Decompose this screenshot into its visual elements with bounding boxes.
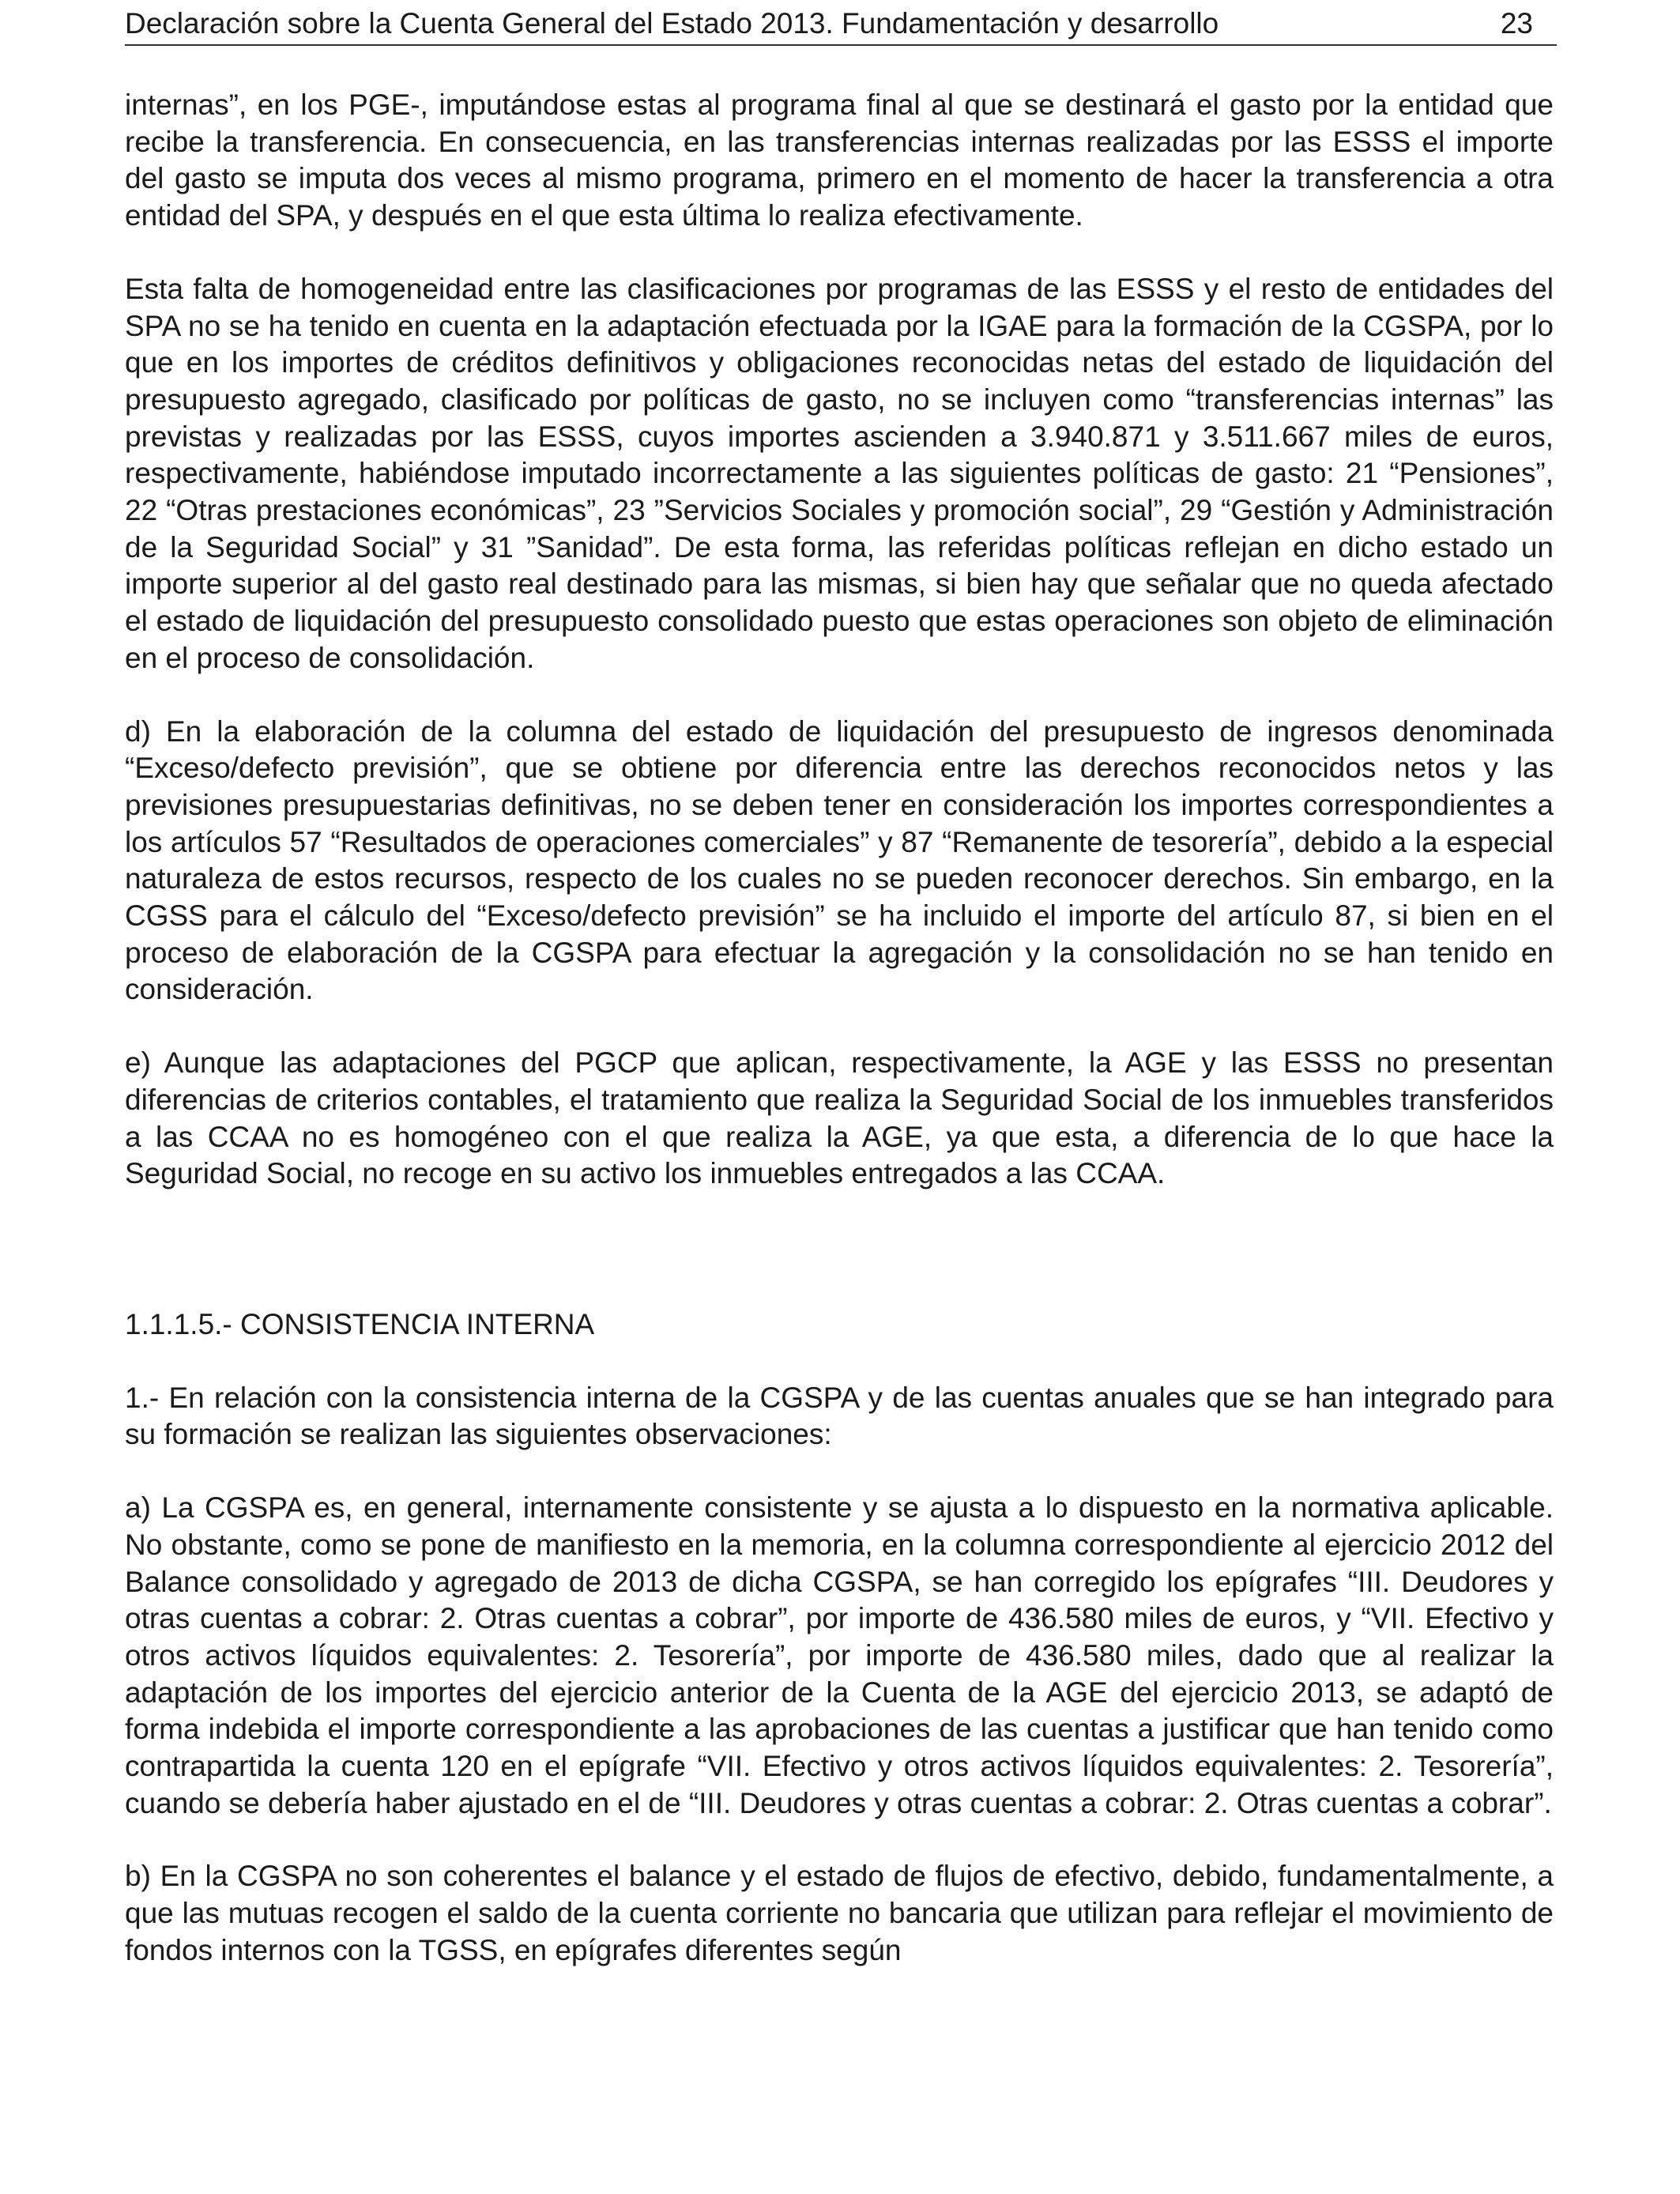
document-body [125,87,1554,1970]
paragraph-consistencia-1: 1.- En relación con la consistencia interna de la CGSPA y de las cuentas anuales que se han integrado para su formación se realizan las siguientes observaciones: [125,1381,1554,1451]
header-title: Declaración sobre la Cuenta General del Estado 2013. Fundamentación y desarrollo [125,7,1219,40]
paragraph-e: e) Aunque las adaptaciones del PGCP que aplican, respectivamente, la AGE y las ESSS no presentan diferencias de criterios contables, el tratamiento que realiza la Seguridad Social de los inmuebles transferidos a las CCAA no es homogéneo con el que realiza la AGE, ya que esta, a diferencia de lo que hace la Seguridad Social, no recoge en su activo los inmuebles entregados a las CCAA. [125,1046,1554,1190]
paragraph-a: a) La CGSPA es, en general, internamente consistente y se ajusta a lo dispuesto en la normativa aplicable. No obstante, como se pone de manifiesto en la memoria, en la columna correspondiente al ejercicio 2012 del Balance consolidado y agregado de 2013 de dicha CGSPA, se han corregido los epígrafes “III. Deudores y otras cuentas a cobrar: 2. Otras cuentas a cobrar”, por importe de 436.580 miles de euros, y “VII. Efectivo y otros activos líquidos equivalentes: 2. Tesorería”, por importe de 436.580 miles, dado que al realizar la adaptación de los importes del ejercicio anterior de la Cuenta de la AGE del ejercicio 2013, se adaptó de forma indebida el importe correspondiente a las aprobaciones de las cuentas a justificar que han tenido como contrapartida la cuenta 120 en el epígrafe “VII. Efectivo y otros activos líquidos equivalentes: 2. Tesorería”, cuando se debería haber ajustado en el de “III. Deudores y otras cuentas a cobrar: 2. Otras cuentas a cobrar”. [125,1491,1554,1819]
paragraph-1: internas”, en los PGE-, imputándose estas al programa final al que se destinará el gasto por la entidad que recibe la transferencia. En consecuencia, en las transferencias internas realizadas por las ESSS el importe del gasto se imputa dos veces al mismo programa, primero en el momento de hacer la transferencia a otra entidad del SPA, y después en el que esta última lo realiza efectivamente. [125,89,1554,232]
page-header [125,6,1557,46]
page-number: 23 [1500,7,1533,40]
paragraph-d: d) En la elaboración de la columna del estado de liquidación del presupuesto de ingresos denominada “Exceso/defecto previsión”, que se obtiene por diferencia entre las derechos reconocidos netos y las previsiones presupuestarias definitivas, no se deben tener en consideración los importes correspondientes a los artículos 57 “Resultados de operaciones comerciales” y 87 “Remanente de tesorería”, debido a la especial naturaleza de estos recursos, respecto de los cuales no se pueden reconocer derechos. Sin embargo, en la CGSS para el cálculo del “Exceso/defecto previsión” se ha incluido el importe del artículo 87, si bien en el proceso de elaboración de la CGSPA para efectuar la agregación y la consolidación no se han tenido en consideración. [125,714,1554,1006]
paragraph-2: Esta falta de homogeneidad entre las clasificaciones por programas de las ESSS y el resto de entidades del SPA no se ha tenido en cuenta en la adaptación efectuada por la IGAE para la formación de la CGSPA, por lo que en los importes de créditos definitivos y obligaciones reconocidas netas del estado de liquidación del presupuesto agregado, clasificado por políticas de gasto, no se incluyen como “transferencias internas” las previstas y realizadas por las ESSS, cuyos importes ascienden a 3.940.871 y 3.511.667 miles de euros, respectivamente, habiéndose imputado incorrectamente a las siguientes políticas de gasto: 21 “Pensiones”, 22 “Otras prestaciones económicas”, 23 ”Servicios Sociales y promoción social”, 29 “Gestión y Administración de la Seguridad Social” y 31 ”Sanidad”. De esta forma, las referidas políticas reflejan en dicho estado un importe superior al del gasto real destinado para las mismas, si bien hay que señalar que no queda afectado el estado de liquidación del presupuesto consolidado puesto que estas operaciones son objeto de eliminación en el proceso de consolidación. [125,272,1554,674]
paragraph-b: b) En la CGSPA no son coherentes el balance y el estado de flujos de efectivo, debido, fundamentalmente, a que las mutuas recogen el saldo de la cuenta corriente no bancaria que utilizan para reflejar el movimiento de fondos internos con la TGSS, en epígrafes diferentes según [125,1860,1554,1966]
section-heading: 1.1.1.5.- CONSISTENCIA INTERNA [125,1307,595,1340]
